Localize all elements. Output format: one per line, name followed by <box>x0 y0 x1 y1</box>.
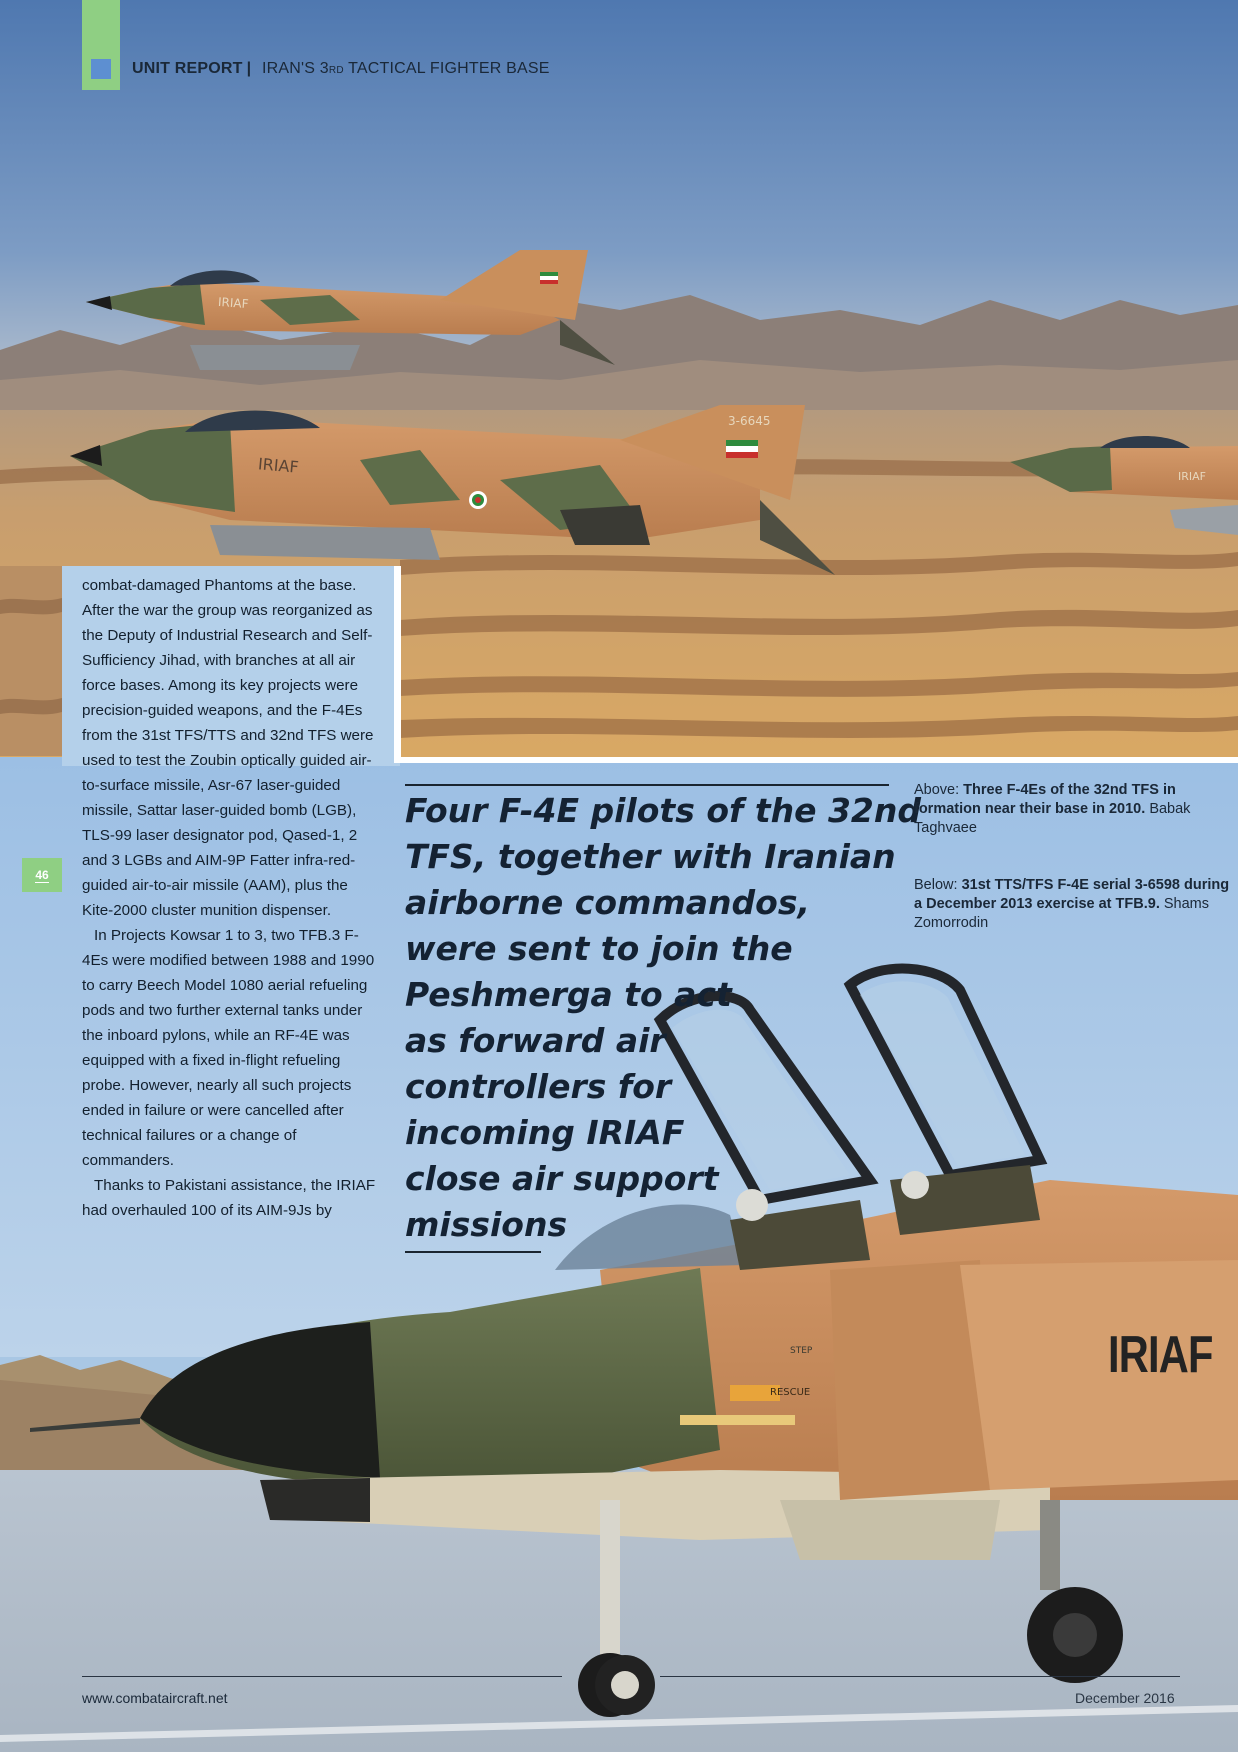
caption-above-text: Three F-4Es of the 32nd TFS in formation near their base in 2010. <box>914 782 1176 817</box>
header-title-pre: IRAN'S 3 <box>262 60 329 77</box>
jet-ground-iriaf-marking: IRIAF <box>1108 1326 1213 1384</box>
footer-rule-left <box>82 1676 562 1677</box>
caption-below-text: 31st TTS/TFS F-4E serial 3-6598 during a December 2013 exercise at TFB.9. <box>914 877 1230 912</box>
section-label: UNIT REPORT <box>132 60 243 77</box>
pull-quote-rule-bottom <box>405 1251 541 1253</box>
pull-quote-line: incoming IRIAF <box>405 1113 685 1152</box>
caption-below <box>914 876 1234 933</box>
jet-right-iriaf-marking: IRIAF <box>1178 470 1206 483</box>
pull-quote <box>405 788 922 1248</box>
caption-below-credit: Shams Zomorrodin <box>914 896 1210 931</box>
jet-lower-tail-serial: 3-6645 <box>728 414 771 428</box>
caption-below-prefix: Below: <box>914 877 962 893</box>
pull-quote-line: controllers for <box>405 1067 672 1106</box>
jet-lower-iriaf-marking: IRIAF <box>257 454 300 477</box>
pull-quote-rule-top <box>405 784 889 786</box>
pull-quote-line: Four F-4E pilots of the 32nd <box>405 791 922 830</box>
page-number-text: 46 <box>35 868 49 882</box>
header-title-sup: RD <box>328 65 344 76</box>
jet-upper-iriaf-marking: IRIAF <box>217 294 249 312</box>
footer-date: December 2016 <box>1075 1690 1175 1706</box>
caption-above <box>914 781 1234 838</box>
header-title-post: TACTICAL FIGHTER BASE <box>343 60 550 77</box>
jet-ground-rescue-marking: RESCUE <box>770 1387 811 1398</box>
pull-quote-line: TFS, together with Iranian <box>405 837 896 876</box>
footer-rule-right <box>660 1676 1180 1677</box>
pull-quote-line: Peshmerga to act <box>405 975 732 1014</box>
jet-ground-step-marking: STEP <box>790 1346 813 1356</box>
running-header <box>132 60 550 78</box>
pull-quote-line: airborne commandos, <box>405 883 811 922</box>
section-marker <box>91 59 111 79</box>
pull-quote-line: missions <box>405 1205 568 1244</box>
body-paragraph: Thanks to Pakistani assistance, the IRIAF had overhauled 100 of its AIM-9Js by <box>82 1177 376 1219</box>
pull-quote-line: were sent to join the <box>405 929 793 968</box>
body-paragraph: combat-damaged Phantoms at the base. After the war the group was reorganized as the Deputy of Industrial Research and Self-Sufficiency Jihad, with branches at all air force bases. Among its key projects were precision-guided weapons, and the F-4Es from the 31st TFS/TTS and 32nd TFS were used to test the Zoubin optically guided air-to-surface missile, Asr-67 laser-guided missile, Sattar laser-guided bomb (LGB), TLS-99 laser designator pod, Qased-1, 2 and 3 LGBs and AIM-9P Fatter infra-red-guided air-to-air missile (AAM), plus the Kite-2000 cluster munition dispenser. <box>82 577 374 919</box>
caption-above-prefix: Above: <box>914 782 964 798</box>
footer-website: www.combataircraft.net <box>82 1690 228 1706</box>
body-paragraph: In Projects Kowsar 1 to 3, two TFB.3 F-4Es were modified between 1988 and 1990 to carry Beech Model 1080 aerial refueling pods and two further external tanks under the inboard pylons, while an RF-4E was equipped with a fixed in-flight refueling probe. However, nearly all such projects ended in failure or were cancelled after technical failures or a change of commanders. <box>82 927 375 1169</box>
pull-quote-line: close air support <box>405 1159 719 1198</box>
header-separator: | <box>246 60 252 77</box>
page-number <box>22 858 62 892</box>
photo-divider <box>400 757 1238 763</box>
photo-divider-vertical <box>394 566 401 763</box>
pull-quote-line: as forward air <box>405 1021 666 1060</box>
body-column <box>82 573 382 1223</box>
caption-above-credit: Babak Taghvaee <box>914 801 1191 836</box>
